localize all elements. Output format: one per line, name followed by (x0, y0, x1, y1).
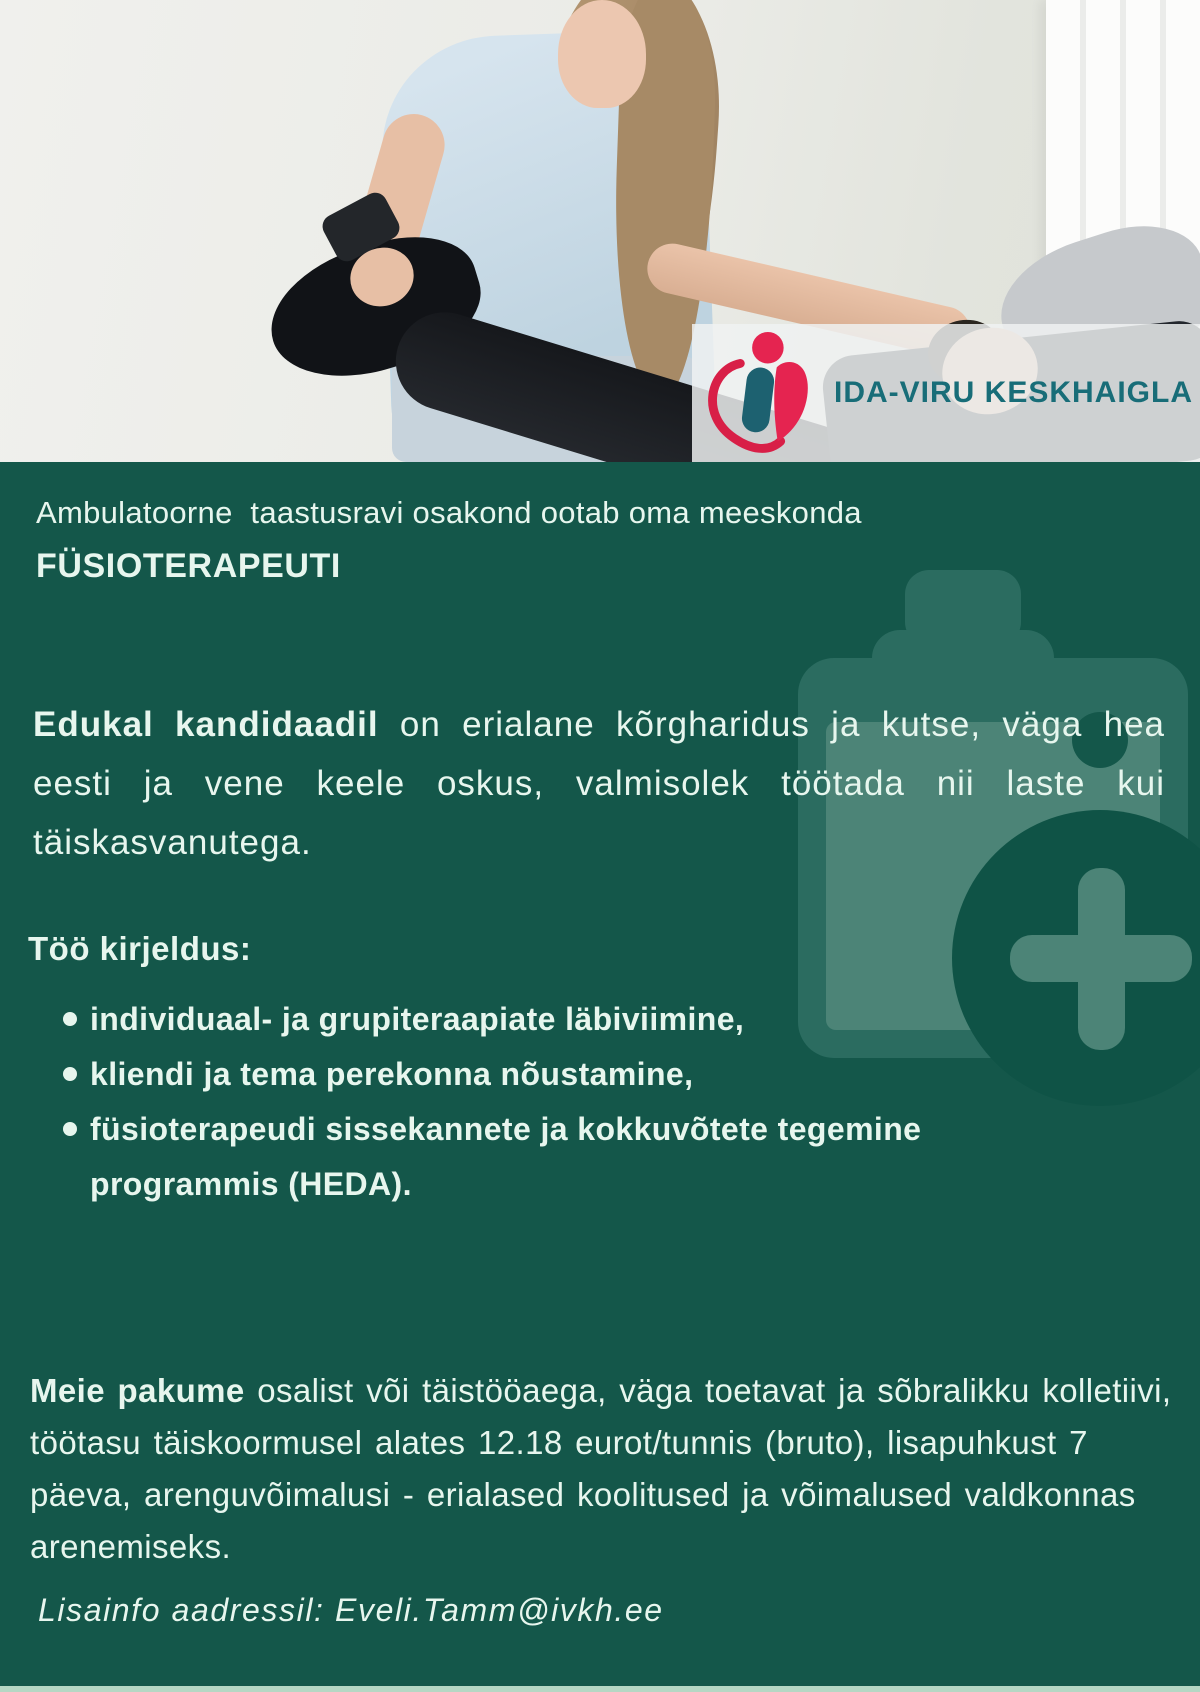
list-item: kliendi ja tema perekonna nõustamine, (33, 1047, 1043, 1102)
bottom-accent-strip (0, 1686, 1200, 1692)
hospital-logo-box (692, 324, 1200, 462)
list-item: füsioterapeudi sissekannete ja kokkuvõtete tegemine programmis (HEDA). (33, 1102, 1043, 1212)
vacancy-title-line1: Ambulatoorne taastusravi osakond ootab oma meeskonda (36, 495, 862, 530)
contact-info: Lisainfo aadressil: Eveli.Tamm@ivkh.ee (38, 1592, 664, 1628)
candidate-requirements-lead: Edukal kandidaadil (33, 705, 379, 744)
offer-paragraph (30, 1365, 1172, 1573)
offer-text: osalist või täistööaega, väga toetavat ja sõbralikku kolletiivi, töötasu täiskoormusel alates 12.18 eurot/tunnis (bruto), lisapuhkust 7 päeva, arenguvõimalusi - erialased koolitused ja võimalused valdkonnas arenemiseks. (30, 1372, 1172, 1565)
job-description-list (33, 992, 1043, 1212)
vacancy-title-position: FÜSIOTERAPEUTI (36, 547, 341, 585)
offer-lead: Meie pakume (30, 1372, 245, 1409)
hospital-heart-logo-icon (704, 328, 816, 458)
candidate-requirements-paragraph (33, 695, 1165, 872)
list-item: individuaal- ja grupiteraapiate läbiviimine, (33, 992, 1043, 1047)
vacancy-title (36, 490, 1200, 590)
hospital-name: IDA-VIRU KESKHAIGLA (834, 376, 1194, 409)
candidate-requirements-text: on erialane kõrgharidus ja kutse, väga hea eesti ja vene keele oskus, valmisolek töötada nii laste kui täiskasvanutega. (33, 705, 1165, 862)
therapist-face (558, 0, 646, 108)
job-description-heading: Töö kirjeldus: (28, 930, 252, 967)
